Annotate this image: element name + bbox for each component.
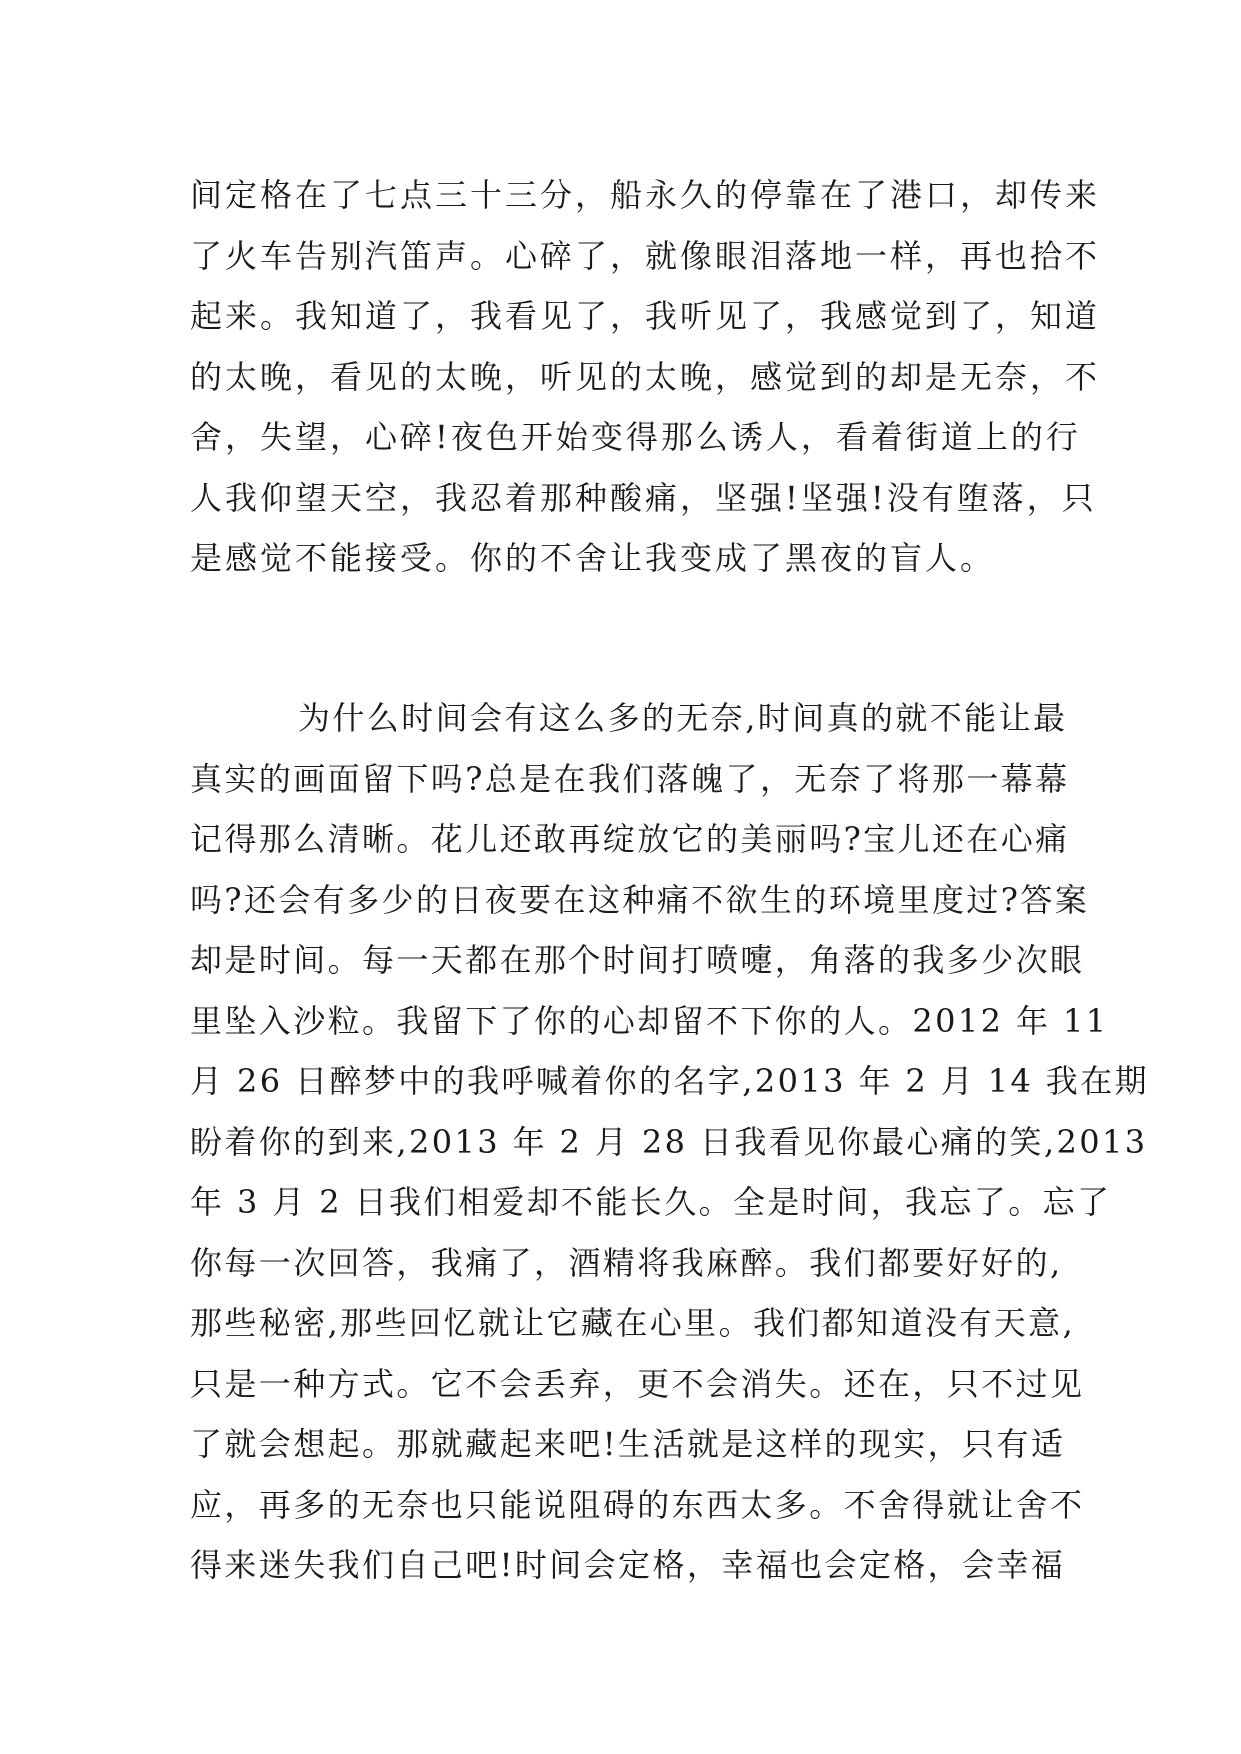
text-line: 里坠入沙粒。我留下了你的心却留不下你的人。2012 年 11: [190, 1001, 1109, 1040]
text-line: 那些秘密,那些回忆就让它藏在心里。我们都知道没有天意,: [190, 1304, 1076, 1342]
text-line: 的太晚，看见的太晚，听见的太晚，感觉到的却是无奈，不: [190, 357, 1101, 396]
text-line: 是感觉不能接受。你的不舍让我变成了黑夜的盲人。: [190, 539, 996, 577]
paragraph-1: [190, 165, 1101, 589]
text-line: 却是时间。每一天都在那个时间打喷嚏，角落的我多少次眼: [190, 941, 1085, 979]
text-line: 起来。我知道了，我看见了，我听见了，我感觉到了，知道: [190, 297, 1101, 335]
text-line: 年 3 月 2 日我们相爱却不能长久。全是时间，我忘了。忘了: [190, 1183, 1112, 1221]
text-line: 应，再多的无奈也只能说阻碍的东西太多。不舍得就让舍不: [190, 1485, 1085, 1524]
text-line: 得来迷失我们自己吧!时间会定格，幸福也会定格，会幸福: [190, 1546, 1066, 1584]
text-line: 了火车告别汽笛声。心碎了，就像眼泪落地一样，再也拾不: [190, 236, 1101, 275]
text-line: 只是一种方式。它不会丢弃，更不会消失。还在，只不过见: [190, 1364, 1085, 1403]
text-line: 舍，失望，心碎!夜色开始变得那么诱人，看着街道上的行: [190, 418, 1081, 456]
paragraph-2: [190, 688, 1150, 1596]
text-line: 你每一次回答，我痛了，酒精将我麻醉。我们都要好好的,: [190, 1243, 1063, 1282]
text-line: 真实的画面留下吗?总是在我们落魄了，无奈了将那一幕幕: [190, 759, 1070, 798]
text-line: 月 26 日醉梦中的我呼喊着你的名字,2013 年 2 月 14 我在期: [190, 1062, 1150, 1100]
text-line: 了就会想起。那就藏起来吧!生活就是这样的现实，只有适: [190, 1425, 1066, 1463]
text-line-indented: 为什么时间会有这么多的无奈,时间真的就不能让最: [298, 699, 1068, 737]
text-line: 吗?还会有多少的日夜要在这种痛不欲生的环境里度过?答案: [190, 880, 1090, 919]
text-line: 记得那么清晰。花儿还敢再绽放它的美丽吗?宝儿还在心痛: [190, 820, 1070, 858]
text-line: 人我仰望天空，我忍着那种酸痛，坚强!坚强!没有堕落，只: [190, 478, 1097, 517]
text-line: 盼着你的到来,2013 年 2 月 28 日我看见你最心痛的笑,2013: [190, 1122, 1148, 1161]
text-line: 间定格在了七点三十三分，船永久的停靠在了港口，却传来: [190, 176, 1101, 214]
